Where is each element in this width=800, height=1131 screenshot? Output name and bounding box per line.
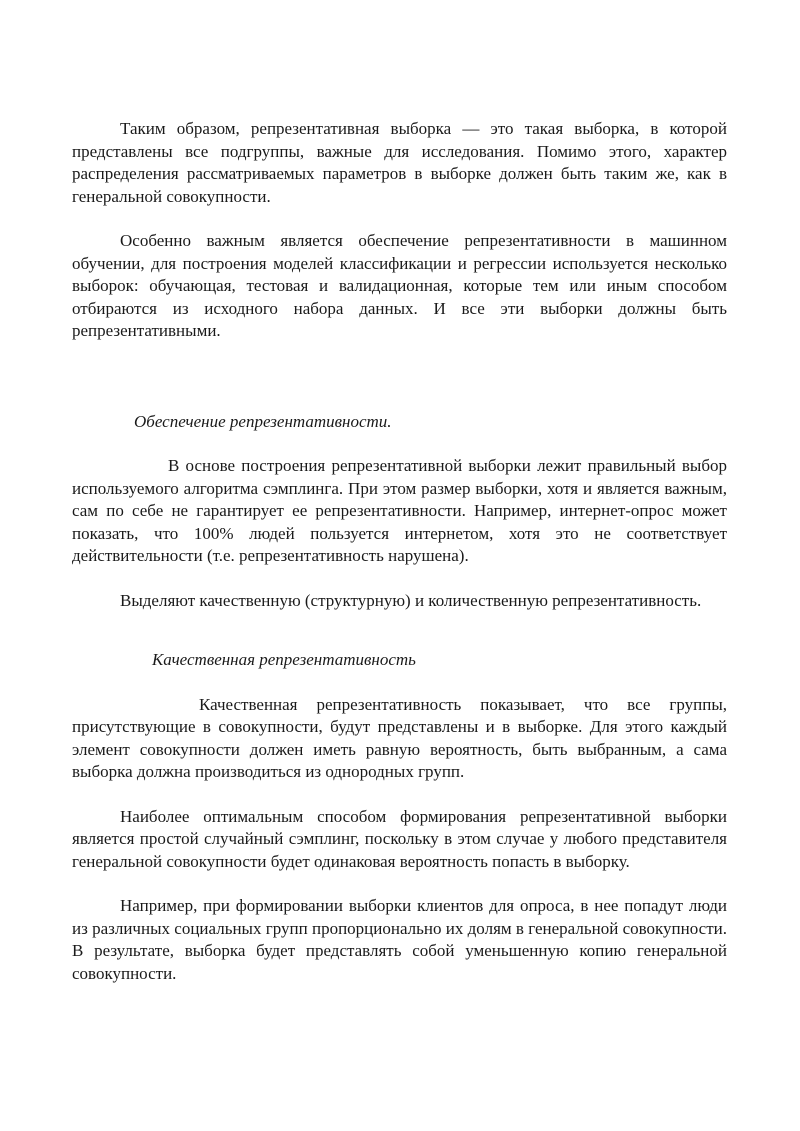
- paragraph-sampling-algorithm: В основе построения репрезентативной выборки лежит правильный выбор используемого алгоритма сэмплинга. При этом размер выборки, хотя и является важным, сам по себе не гарантирует ее репрезентативности. Например, интернет-опрос может показать, что 100% людей пользуется интернетом, хотя это не соответствует действительности (т.е. репрезентативность нарушена).: [72, 456, 727, 565]
- paragraph-example-survey: Например, при формировании выборки клиентов для опроса, в нее попадут люди из различных социальных групп пропорционально их долям в генеральной совокупности. В результате, выборка будет представлять собой уменьшенную копию генеральной совокупности.: [72, 896, 727, 983]
- paragraph-representative-sample-definition: Таким образом, репрезентативная выборка — это такая выборка, в которой представлены все подгруппы, важные для исследования. Помимо этого, характер распределения рассматриваемых параметров в выборке должен быть таким же, как в генеральной совокупности.: [72, 119, 727, 206]
- paragraph-simple-random-sampling: Наиболее оптимальным способом формирования репрезентативной выборки является простой случайный сэмплинг, поскольку в этом случае у любого представителя генеральной совокупности будет одинаковая вероятность попасть в выборку.: [72, 806, 727, 871]
- document-page: [72, 118, 727, 985]
- paragraph-types-of-representativeness: Выделяют качественную (структурную) и количественную репрезентативность.: [120, 590, 702, 610]
- section-heading-ensuring-representativeness: Обеспечение репрезентативности.: [134, 411, 392, 431]
- section-heading-qualitative-representativeness: Качественная репрезентативность: [152, 650, 416, 669]
- paragraph-machine-learning: Особенно важным является обеспечение репрезентативности в машинном обучении, для построения моделей классификации и регрессии используется несколько выборок: обучающая, тестовая и валидационная, которые тем или иным способом отбираются из исходного набора данных. И все эти выборки должны быть репрезентативными.: [72, 231, 727, 340]
- paragraph-qualitative-definition: Качественная репрезентативность показывает, что все группы, присутствующие в совокупности, будут представлены и в выборке. Для этого каждый элемент совокупности должен иметь равную вероятность, быть выбранным, а сама выборка должна производиться из однородных групп.: [72, 694, 727, 781]
